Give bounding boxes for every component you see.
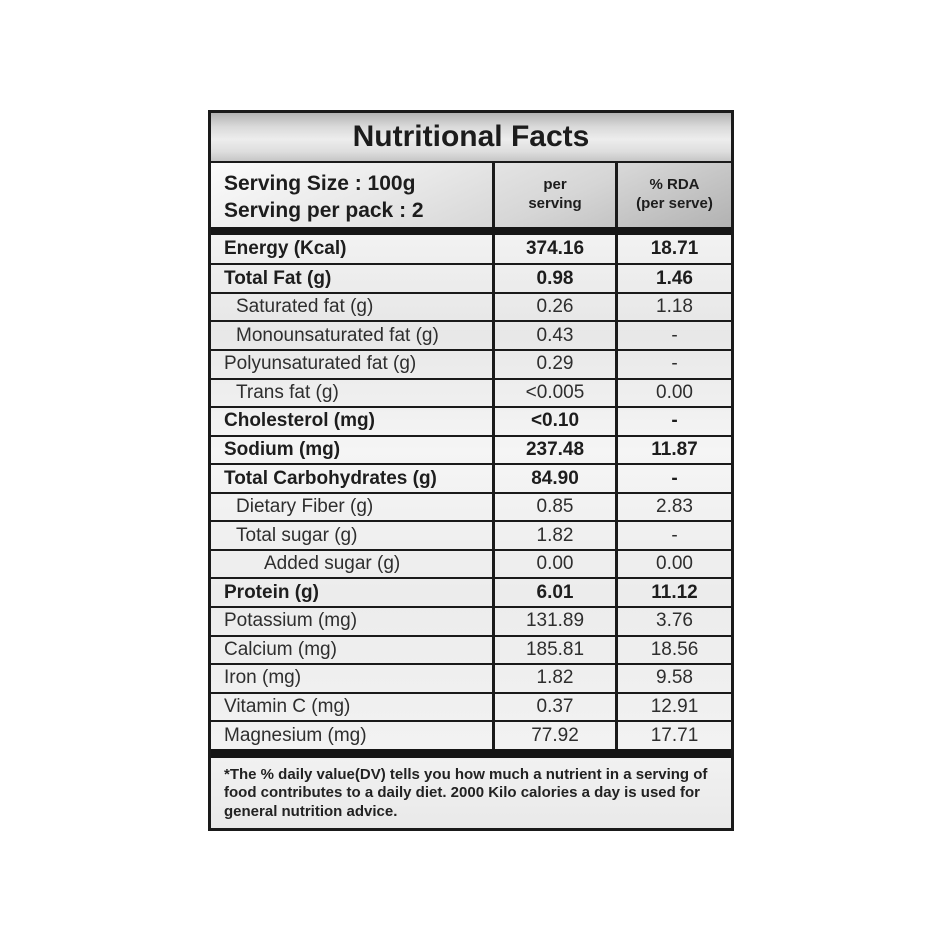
rda-value: 11.12 <box>615 579 731 606</box>
nutrient-label: Magnesium (mg) <box>224 724 367 746</box>
nutrient-label: Potassium (mg) <box>224 610 358 632</box>
nutrient-label: Total sugar (g) <box>236 524 358 546</box>
nutrient-label: Vitamin C (mg) <box>224 695 351 717</box>
page-title: Nutritional Facts <box>352 119 590 153</box>
rda-value: 9.58 <box>615 665 731 692</box>
per-serving-value: 0.37 <box>492 694 615 721</box>
per-serving-value: 0.98 <box>492 265 615 292</box>
nutrient-row <box>211 263 731 292</box>
per-serving-value: 0.26 <box>492 294 615 321</box>
header-separator-bar <box>211 227 731 235</box>
nutrient-label: Energy (Kcal) <box>224 238 347 260</box>
nutrient-row <box>211 520 731 549</box>
serving-per-pack-text: Serving per pack : 2 <box>224 199 424 223</box>
column-header-rda <box>615 163 731 227</box>
rda-value: 1.46 <box>615 265 731 292</box>
rda-value: - <box>615 322 731 349</box>
nutrient-row <box>211 406 731 435</box>
nutrient-label: Trans fat (g) <box>236 381 339 403</box>
serving-info <box>211 163 492 227</box>
nutrient-label: Saturated fat (g) <box>236 296 374 318</box>
rda-value: 2.83 <box>615 494 731 521</box>
per-serving-value: 1.82 <box>492 522 615 549</box>
rda-value: 1.18 <box>615 294 731 321</box>
per-serving-value: <0.10 <box>492 408 615 435</box>
per-serving-value: 0.85 <box>492 494 615 521</box>
nutrient-row <box>211 606 731 635</box>
rda-value: 0.00 <box>615 551 731 578</box>
nutrient-row <box>211 463 731 492</box>
per-serving-value: 131.89 <box>492 608 615 635</box>
per-serving-header-line2: serving <box>528 194 582 212</box>
label-header-row <box>211 163 731 227</box>
nutrient-row <box>211 692 731 721</box>
rda-value: 12.91 <box>615 694 731 721</box>
nutrient-row <box>211 577 731 606</box>
nutrient-label: Sodium (mg) <box>224 438 341 460</box>
nutrient-label: Added sugar (g) <box>264 553 401 575</box>
nutrient-label: Calcium (mg) <box>224 638 337 660</box>
per-serving-value: 84.90 <box>492 465 615 492</box>
rda-value: 0.00 <box>615 380 731 407</box>
per-serving-value: 1.82 <box>492 665 615 692</box>
per-serving-header-line1: per <box>543 175 567 193</box>
rda-value: 11.87 <box>615 437 731 464</box>
rda-value: 17.71 <box>615 722 731 749</box>
nutrient-label: Polyunsaturated fat (g) <box>224 353 417 375</box>
rda-value: 18.56 <box>615 637 731 664</box>
nutrient-row <box>211 349 731 378</box>
nutrition-facts-label <box>208 110 734 831</box>
nutrient-rows <box>211 235 731 749</box>
rda-header-line1: % RDA <box>649 175 700 193</box>
rda-value: - <box>615 522 731 549</box>
per-serving-value: 0.29 <box>492 351 615 378</box>
rda-value: - <box>615 351 731 378</box>
nutrient-label: Total Fat (g) <box>224 267 332 289</box>
nutrient-row <box>211 549 731 578</box>
per-serving-value: 0.43 <box>492 322 615 349</box>
nutrient-label: Cholesterol (mg) <box>224 410 375 432</box>
rda-value: 3.76 <box>615 608 731 635</box>
nutrient-label: Monounsaturated fat (g) <box>236 324 439 346</box>
nutrient-label: Protein (g) <box>224 581 319 603</box>
nutrient-row <box>211 435 731 464</box>
per-serving-value: 185.81 <box>492 637 615 664</box>
label-title-bar <box>211 113 731 163</box>
column-header-per-serving <box>492 163 615 227</box>
per-serving-value: <0.005 <box>492 380 615 407</box>
per-serving-value: 0.00 <box>492 551 615 578</box>
nutrient-row <box>211 378 731 407</box>
daily-value-footnote <box>211 758 731 828</box>
nutrient-row <box>211 492 731 521</box>
rda-header-line2: (per serve) <box>636 194 713 212</box>
nutrient-label: Total Carbohydrates (g) <box>224 467 437 489</box>
per-serving-value: 77.92 <box>492 722 615 749</box>
serving-size-text: Serving Size : 100g <box>224 172 416 196</box>
nutrient-row <box>211 235 731 264</box>
per-serving-value: 374.16 <box>492 235 615 264</box>
footer-separator-bar <box>211 749 731 758</box>
footnote-text: *The % daily value(DV) tells you how much a nutrient in a serving of food contributes to a daily diet. 2000 Kilo calories a day is used for general nutrition advice. <box>224 765 708 821</box>
nutrient-row <box>211 320 731 349</box>
rda-value: 18.71 <box>615 235 731 264</box>
per-serving-value: 237.48 <box>492 437 615 464</box>
per-serving-value: 6.01 <box>492 579 615 606</box>
rda-value: - <box>615 465 731 492</box>
nutrient-label: Dietary Fiber (g) <box>236 496 374 518</box>
rda-value: - <box>615 408 731 435</box>
nutrient-row <box>211 663 731 692</box>
nutrient-row <box>211 720 731 749</box>
nutrient-label: Iron (mg) <box>224 667 302 689</box>
nutrient-row <box>211 292 731 321</box>
nutrient-row <box>211 635 731 664</box>
